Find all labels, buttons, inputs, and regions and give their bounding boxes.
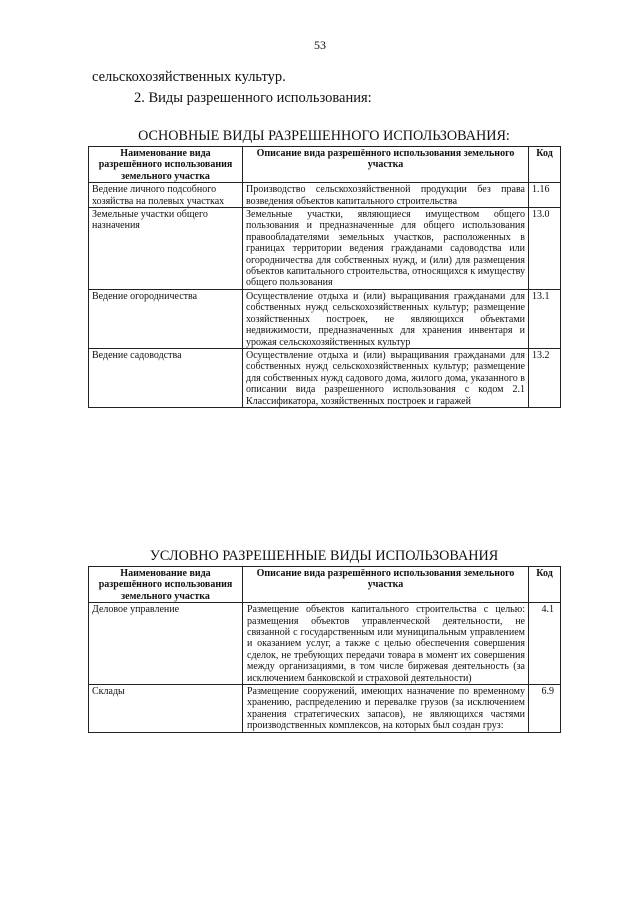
row-code: 13.0 [529, 208, 561, 290]
column-header-code: Код [529, 567, 561, 603]
row-description: Земельные участки, являющиеся имуществом общего пользования и предназначенные для общего использования правообладателями земельных участков, расположенных в границах территории ведения гражданами садоводства или огородничества для собственных нужд, и (или) для размещения объектов капитального строительства, относящихся к имуществу общего пользования [243, 208, 529, 290]
table-row [89, 183, 561, 208]
table-row [89, 289, 561, 348]
table-row [89, 603, 561, 685]
row-name: Ведение садоводства [89, 348, 243, 407]
row-code: 6.9 [529, 685, 561, 733]
row-description: Осуществление отдыха и (или) выращивания гражданами для собственных нужд сельскохозяйственных культур; размещение для собственных нужд садового дома, жилого дома, указанного в описании вида разрешенного использования с кодом 2.1 Классификатора, хозяйственных построек и гаражей [243, 348, 529, 407]
column-header-code: Код [529, 147, 561, 183]
column-header-description: Описание вида разрешённого использования земельного участка [243, 567, 529, 603]
table-header-row [89, 567, 561, 603]
row-code: 13.2 [529, 348, 561, 407]
column-header-name: Наименование вида разрешённого использования земельного участка [89, 147, 243, 183]
main-uses-heading: ОСНОВНЫЕ ВИДЫ РАЗРЕШЕННОГО ИСПОЛЬЗОВАНИЯ: [138, 128, 510, 144]
row-description: Размещение сооружений, имеющих назначение по временному хранению, распределению и перевалке грузов (за исключением хранения стратегических запасов), не являющихся частями производственных комплексов, на которых был создан груз: [243, 685, 529, 733]
page-number: 53 [314, 38, 326, 52]
table-header-row [89, 147, 561, 183]
row-description: Осуществление отдыха и (или) выращивания гражданами для собственных нужд сельскохозяйственных культур; размещение хозяйственных построек, не являющихся объектами недвижимости, предназначенных для хранения инвентаря и урожая сельскохозяйственных культур [243, 289, 529, 348]
table-row [89, 208, 561, 290]
row-name: Склады [89, 685, 243, 733]
row-code: 4.1 [529, 603, 561, 685]
intro-line-2: 2. Виды разрешенного использования: [134, 90, 372, 106]
row-name: Ведение огородничества [89, 289, 243, 348]
column-header-description: Описание вида разрешённого использования земельного участка [243, 147, 529, 183]
row-code: 1.16 [529, 183, 561, 208]
table-row [89, 348, 561, 407]
row-code: 13.1 [529, 289, 561, 348]
row-name: Земельные участки общего назначения [89, 208, 243, 290]
main-uses-table [88, 146, 561, 408]
intro-line-1: сельскохозяйственных культур. [92, 69, 286, 85]
row-name: Деловое управление [89, 603, 243, 685]
conditional-uses-heading: УСЛОВНО РАЗРЕШЕННЫЕ ВИДЫ ИСПОЛЬЗОВАНИЯ [149, 548, 499, 564]
row-description: Производство сельскохозяйственной продукции без права возведения объектов капитального строительства [243, 183, 529, 208]
row-description: Размещение объектов капитального строительства с целью: размещения объектов управленческой деятельности, не связанной с государственным или муниципальным управлением и оказанием услуг, а также с целью обеспечения совершения сделок, не требующих передачи товара в момент их совершения между организациями, в том числе биржевая деятельность (за исключением банковской и страховой деятельности) [243, 603, 529, 685]
conditional-uses-table [88, 566, 561, 733]
table-row [89, 685, 561, 733]
row-name: Ведение личного подсобного хозяйства на полевых участках [89, 183, 243, 208]
column-header-name: Наименование вида разрешённого использования земельного участка [89, 567, 243, 603]
